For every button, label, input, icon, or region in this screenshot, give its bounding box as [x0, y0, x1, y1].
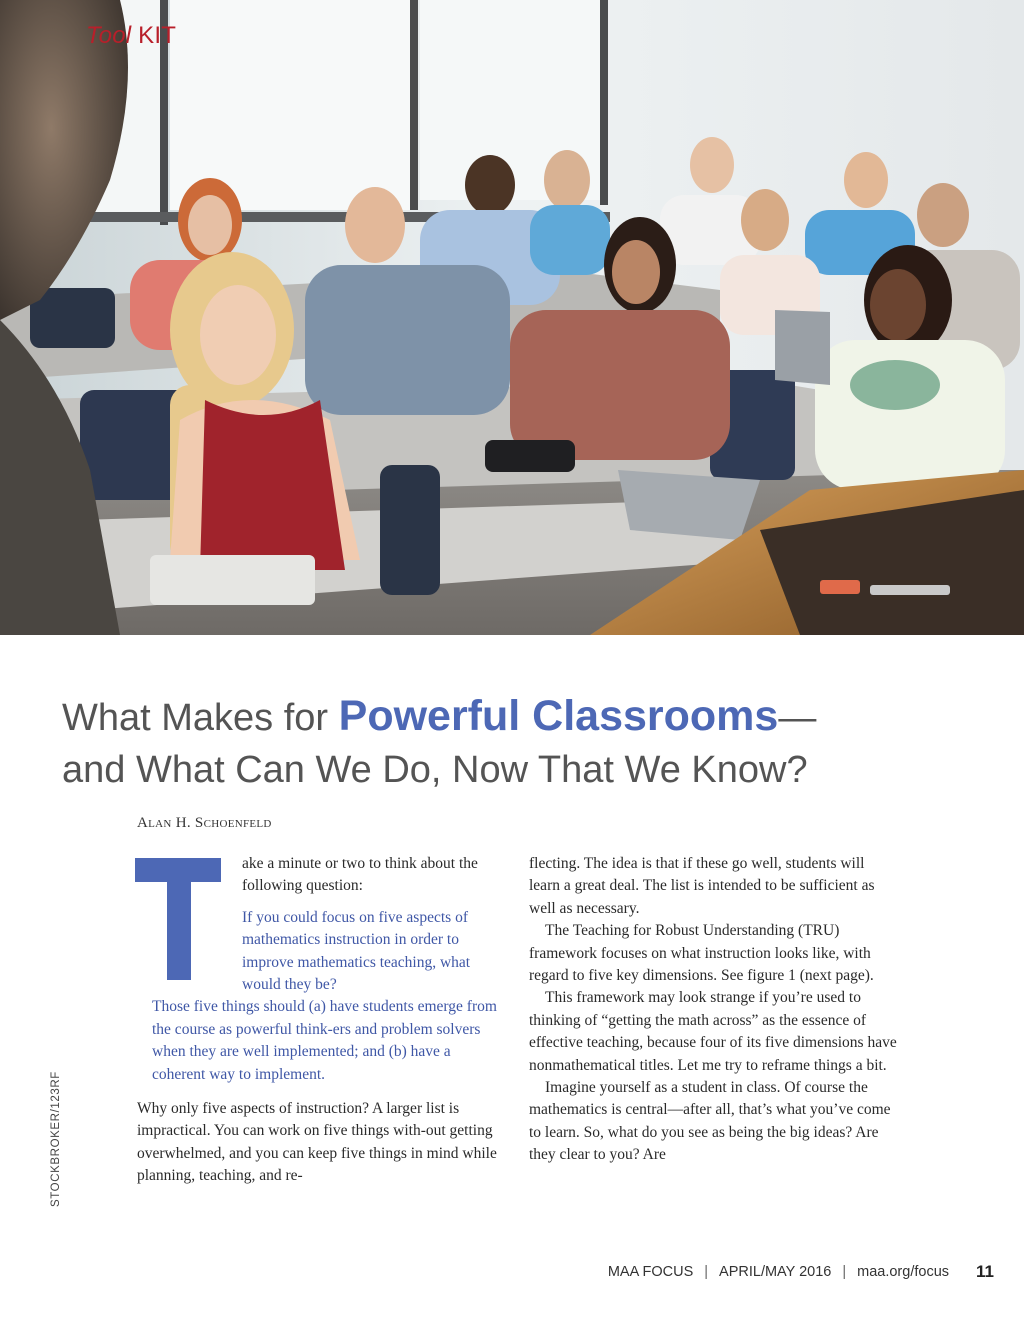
- article-title: [62, 690, 962, 796]
- author-byline: Alan H. Schoenfeld: [137, 815, 272, 831]
- column-left: [137, 853, 499, 1188]
- footer-divider: |: [704, 1264, 709, 1280]
- title-line-2: and What Can We Do, Now That We Know?: [62, 749, 808, 791]
- classroom-illustration: [0, 0, 1024, 635]
- paragraph-4: Imagine yourself as a student in class. Of course the mathematics is central—after all, that’s what you’ve come to learn. So, what do you see as being the big ideas? Are they clear to you? Are: [529, 1079, 891, 1164]
- page-footer: [608, 1262, 994, 1282]
- paragraph-1: Why only five aspects of instruction? A larger list is impractical. You can work on five things with-out getting overwhelmed, and you can keep five things in mind while planning, teaching, and re-: [137, 1100, 497, 1185]
- paragraph-3: This framework may look strange if you’re used to thinking of “getting the math across” as the essence of effective teaching, because four of its five dimensions have nonmathematical titles. Let me try to reframe things a bit.: [529, 989, 897, 1074]
- page-number: 11: [976, 1262, 994, 1281]
- question-criteria: Those five things should (a) have students emerge from the course as powerful think-ers and problem solvers when they are well implemented; and (b) have a coherent way to implement.: [152, 998, 497, 1083]
- section-label: [86, 22, 176, 50]
- column-right: [529, 853, 899, 1167]
- intro-paragraph: ake a minute or two to think about the following question:: [242, 855, 478, 895]
- title-dash: —: [778, 697, 817, 739]
- section-label-kit: KIT: [131, 22, 177, 49]
- section-label-tool: Tool: [86, 22, 132, 49]
- title-prefix: What Makes for: [62, 697, 339, 739]
- footer-publication: MAA FOCUS: [607, 1264, 694, 1280]
- footer-issue: APRIL/MAY 2016: [719, 1264, 832, 1280]
- paragraph-1-continued: flecting. The idea is that if these go well, students will learn a great deal. The list is intended to be sufficient as well as necessary.: [529, 855, 875, 917]
- paragraph-2: The Teaching for Robust Understanding (TRU) framework focuses on what instruction looks like, with regard to five key dimensions. See figure 1 (next page).: [529, 922, 874, 985]
- footer-divider: |: [842, 1264, 847, 1280]
- question-indented: If you could focus on five aspects of mathematics instruction in order to improve mathematics teaching, what would they be?: [242, 908, 471, 994]
- photo-credit: STOCKBROKER/123RF: [50, 1071, 62, 1207]
- classroom-photo: [0, 0, 1024, 635]
- title-highlight: Powerful Classrooms: [338, 692, 779, 740]
- footer-url[interactable]: maa.org/focus: [857, 1264, 950, 1280]
